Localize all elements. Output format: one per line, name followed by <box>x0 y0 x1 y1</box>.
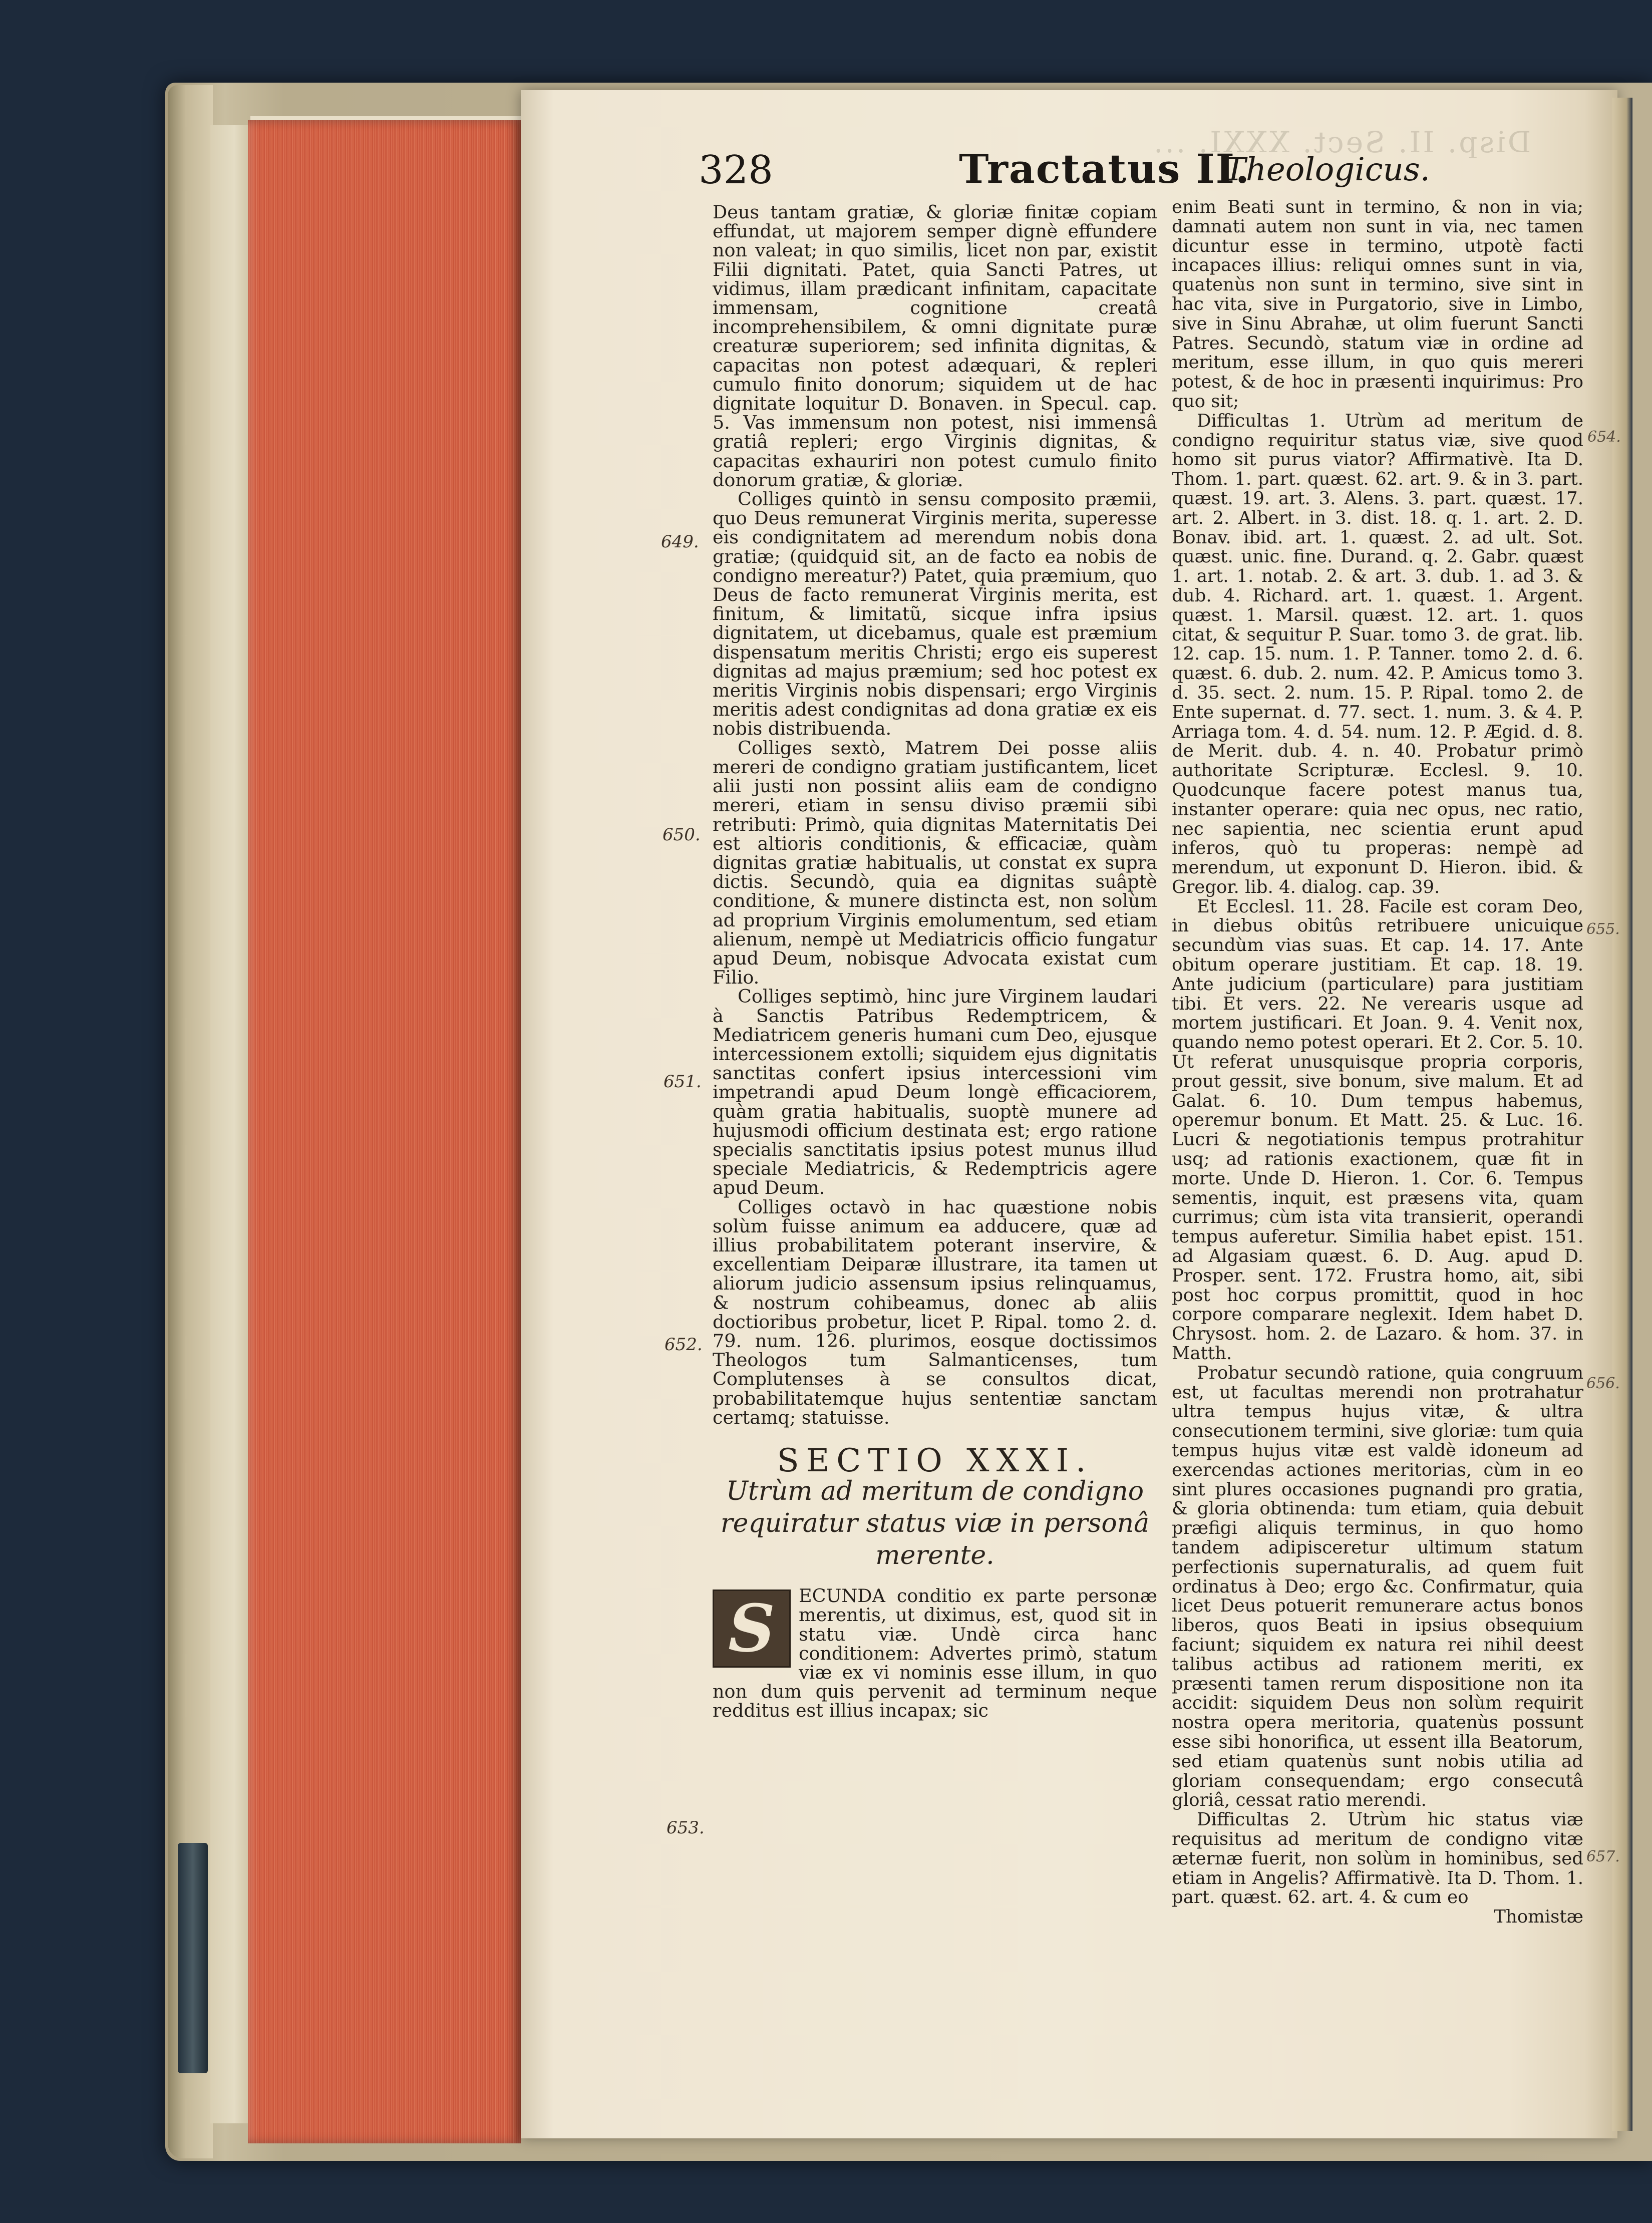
paragraph: Difficultas 1. Utrùm ad meritum de condigno requiritur status viæ, sive quod homo sit purus viator? Affirmativè. Ita D. Thom. 1. part. quæst. 62. art. 9. & in 3. part. quæst. 19. art. 3. Alens. 3. part. quæst. 17. art. 2. Albert. in 3. dist. 18. q. 1. art. 2. D. Bonav. ibid. art. 1. quæst. 2. ad ult. Sot. quæst. unic. fine. Durand. q. 2. Gabr. quæst 1. art. 1. notab. 2. & art. 3. dub. 1. ad 3. & dub. 4. Richard. art. 1. quæst. 1. Argent. quæst. 1. Marsil. quæst. 12. art. 1. quos citat, & sequitur P. Suar. tomo 3. de grat. lib. 12. cap. 15. num. 1. P. Tanner. tomo 2. d. 6. quæst. 6. dub. 2. num. 42. P. Amicus tomo 3. d. 35. sect. 2. num. 15. P. Ripal. tomo 2. de Ente supernat. d. 77. sect. 1. num. 3. & 4. P. Arriaga tom. 4. d. 54. num. 12. P. Ægid. d. 8. de Merit. dub. 4. n. 40. Probatur primò authoritate Scripturæ. Ecclesl. 9. 10. Quodcunque facere potest manus tua, instanter operare: quia nec opus, nec ratio, nec sapientia, nec scientia erunt apud inferos, quò tu properas: nempè ad merendum, ut exponunt D. Hieron. ibid. & Gregor. lib. 4. dialog. cap. 39. <box>1172 410 1583 897</box>
inner-board <box>210 125 250 2123</box>
paragraph: ECUNDA conditio ex parte personæ merentis, ut diximus, est, quod sit in statu viæ. Undè circa hanc conditionem: Advertes primò, statum viæ ex vi nominis esse illum, in quo non dum quis pervenit ad terminum neque redditus est illius incapax; sic <box>713 1585 1157 1722</box>
paragraph: Colliges octavò in hac quæstione nobis solùm fuisse animum ea adducere, quæ ad illius probabilitatem poterant inservire, & excellentiam Deiparæ illustrare, ita tamen ut aliorum judicio assensum ipsius relinquamus, & nostrum cohibeamus, donec ab aliis doctioribus probetur, licet P. Ripal. tomo 2. d. 79. num. 126. plurimos, eosque doctissimos Theologos tum Salmanticenses, tum Complutenses à se consultos dicat, probabilitatemque hujus sententiæ sanctam certamq; statuisse. <box>713 1196 1157 1428</box>
margin-number-652: 652. <box>665 1335 703 1355</box>
page-right-edge <box>1612 98 1632 2131</box>
margin-number-655: 655. <box>1586 920 1620 938</box>
paragraph: Colliges sextò, Matrem Dei posse aliis mereri de condigno gratiam justificantem, licet alii justi non possint aliis eam de condigno mereri, etiam in sensu diviso præmii sibi retributi: Primò, quia dignitas Maternitatis Dei est altioris conditionis, & efficaciæ, quàm dignitas gratiæ habitualis, ut constat ex supra dictis. Secundò, quia ea dignitas suâptè conditione, & munere distincta est, non solùm ad proprium Virginis emolumentum, sed etiam alienum, nempè ut Mediatricis officio fungatur apud Deum, nobisque Advocata existat cum Filio. <box>713 737 1157 989</box>
page-title: Tractatus II. <box>959 145 1250 192</box>
paragraph: Colliges septimò, hinc jure Virginem laudari à Sanctis Patribus Redemptricem, & Mediatricem generis humani cum Deo, ejusque intercessionem extolli; siquidem ejus dignitatis sanctitas confert ipsius intercessioni vim impetrandi apud Deum longè efficaciorem, quàm gratia habitualis, suoptè munere ad hujusmodi officium destinata est; ergo ratione specialis sanctitatis ipsius potest munus illud speciale Mediatricis, & Redemptricis agere apud Deum. <box>713 986 1157 1199</box>
margin-number-654: 654. <box>1587 428 1621 446</box>
margin-number-657: 657. <box>1586 1848 1620 1865</box>
clasp <box>178 1843 208 2073</box>
page-number: 328 <box>699 148 773 193</box>
margin-number-656: 656. <box>1586 1375 1620 1392</box>
catchword: Thomistæ <box>1494 1907 1583 1928</box>
red-page-edges <box>248 120 521 2143</box>
section-title: Utrùm ad meritum de condigno requiratur status viæ in personâ merente. <box>720 1476 1150 1571</box>
running-head <box>699 140 1600 195</box>
margin-number-651: 651. <box>664 1072 702 1092</box>
paragraph: Colliges quintò in sensu composito præmii, quo Deus remunerat Virginis merita, superesse eis condignitatem ad merendum nobis dona gratiæ; (quidquid sit, an de facto ea nobis de condigno mereatur?) Patet, quia præmium, quo Deus de facto remunerat Virginis merita, est finitum, & limitatũ, sicque infra ipsius dignitatem, ut dicebamus, quale est præmium dispensatum meritis Christi; ergo eis superest dignitas ad majus præmium; sed hoc potest ex meritis Virginis nobis dispensari; ergo Virginis meritis adest condignitas ad dona gratiæ ex eis nobis distribuenda. <box>713 488 1157 740</box>
paragraph: Probatur secundò ratione, quia congruum est, ut facultas merendi non protrahatur ultra tempus hujus vitæ, & ultra consecutionem termini, sive gloriæ: tum quia tempus hujus vitæ est valdè idoneum ad exercendas actiones meritorias, cùm in eo sint plures occasiones pugnandi pro gratia, & gloria obtinenda: tum etiam, quia debuit præfigi aliquis terminus, in quo homo tandem adipisceretur ultimum statum perfectionis supernaturalis, ad quem fuit ordinatus à Deo; ergo &c. Confirmatur, quia licet Deus potuerit remunerare actus bonos liberos, quos Beati in ipsius obsequium faciunt; siquidem ex natura rei nihil deest talibus actibus ad rationem meriti, ex præsenti tamen rerum dispositione non ita accidit: siquidem Deus non solùm requirit nostra opera meritoria, quatenùs possunt esse sibi honorifica, ut essent illa Beatorum, sed etiam quatenùs sunt nobis utilia ad gloriam consequendam; ergo consecutâ gloriâ, cessat ratio merendi. <box>1172 1362 1583 1811</box>
section-heading: SECTIO XXXI. <box>777 1442 1093 1479</box>
bleed-through-text: Disp. II. Sect. XXXI. ... <box>1152 125 1531 159</box>
right-column <box>1172 198 1583 1927</box>
initial-letter: S <box>728 1590 775 1667</box>
left-column <box>713 203 1157 1721</box>
margin-number-649: 649. <box>661 532 699 552</box>
paragraph: Deus tantam gratiæ, & gloriæ finitæ copiam effundat, ut majorem semper dignè effundere non valeat; in quo similis, licet non par, existit Filii dignitati. Patet, quia Sancti Patres, ut vidimus, illam prædicant infinitam, capacitate immensam, cognitione creatâ incomprehensibilem, & omni dignitate puræ creaturæ superiorem; sed infinita dignitas, & capacitas non potest adæquari, & repleri cumulo finito donorum; siquidem ut de hac dignitate loquitur D. Bonaven. in Specul. cap. 5. Vas immensum non potest, nisi immensâ gratiâ repleri; ergo Virginis dignitas, & capacitas exhauriri non potest cumulo finito donorum gratiæ, & gloriæ. <box>713 201 1157 491</box>
decorated-initial <box>713 1590 791 1668</box>
page-subtitle: Theologicus. <box>1224 151 1430 188</box>
paragraph: enim Beati sunt in termino, & non in via; damnati autem non sunt in via, nec tamen dicuntur esse in termino, utpotè facti incapaces illius: reliqui omnes sunt in via, quatenùs non sunt in termino, sive sint in hac vita, sive in Purgatorio, sive in Limbo, sive in Sinu Abrahæ, ut olim fuerunt Sancti Patres. Secundò, statum viæ in ordine ad meritum, esse illum, in quo quis mereri potest, & de hoc in præsenti inquirimus: Pro quo sit; <box>1172 197 1583 412</box>
paragraph: Difficultas 2. Utrùm hic status viæ requisitus ad meritum de condigno vitæ æternæ fuerit, non solùm in hominibus, sed etiam in Angelis? Affirmativè. Ita D. Thom. 1. part. quæst. 62. art. 4. & cum eo <box>1172 1809 1583 1908</box>
paragraph: Et Ecclesl. 11. 28. Facile est coram Deo, in diebus obitûs retribuere unicuique secundùm vias suas. Et cap. 14. 17. Ante obitum operare justitiam. Et cap. 18. 19. Ante judicium (particulare) para justitiam tibi. Et vers. 22. Ne verearis usque ad mortem justificari. Et Joan. 9. 4. Venit nox, quando nemo potest operari. Et 2. Cor. 5. 10. Ut referat unusquisque propria corporis, prout gessit, sive bonum, sive malum. Et ad Galat. 6. 10. Dum tempus habemus, operemur bonum. Et Matt. 25. & Luc. 16. Lucri & negotiationis tempus protrahitur usq; ad rationis exactionem, quæ fit in morte. Unde D. Hieron. 1. Cor. 6. Tempus sementis, inquit, est præsens vita, quam currimus; cùm ista vita transierit, operandi tempus auferetur. Similia habet epist. 151. ad Algasiam quæst. 6. D. Aug. apud D. Prosper. sent. 172. Frustra homo, ait, sibi post hoc corpus promittit, quod in hoc corpore comparare neglexit. Idem habet D. Chrysost. hom. 2. de Lazaro. & hom. 37. in Matth. <box>1172 896 1583 1364</box>
margin-number-650: 650. <box>663 825 701 845</box>
margin-number-653: 653. <box>667 1818 705 1838</box>
